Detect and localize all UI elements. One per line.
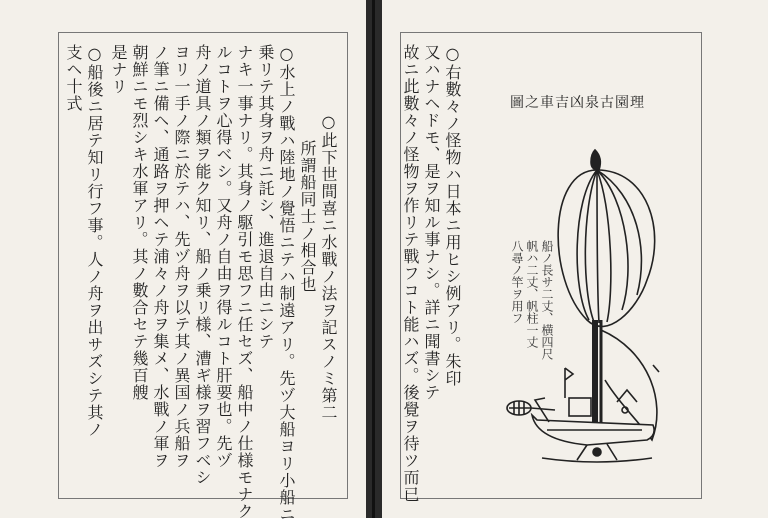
- ship-illustration: [477, 140, 697, 500]
- left-column-9: ノ筆ニ備ヘ、通路ヲ押ヘテ浦々ノ舟ヲ集メ、水戰ノ軍ヲ: [151, 44, 170, 469]
- right-column-2: 又ハナヘドモ、是ヲ知ル事ナシ。詳ニ聞書シテ: [422, 44, 441, 401]
- left-column-8: ヨリ一手ノ際ニ於テハ、先ヅ舟ヲ以テ其ノ異国ノ兵船ヲ: [172, 44, 191, 469]
- right-column-1: ○右數々ノ怪物ハ日本ニ用ヒシ例アリ。朱印: [443, 44, 462, 387]
- figure-caption-1: 船ノ長サ二丈、横四尺: [540, 240, 554, 360]
- left-column-11: 是ナリ: [109, 44, 128, 95]
- left-column-12: ○船後ニ居テ知リ行フ事。人ノ舟ヲ出サズシテ其ノ: [85, 44, 104, 438]
- left-column-7: 舟ノ道具ノ類ヲ能ク知リ、船ノ乗リ様、漕ギ様ヲ習フベシ: [193, 44, 212, 486]
- right-column-3: 故ニ此數々ノ怪物ヲ作リテ戰フコト能ハズ。後覺ヲ待ツ而已: [401, 44, 420, 503]
- left-column-4: 乗リテ其身ヲ舟ニ託シ、進退自由ニシテ: [256, 44, 275, 350]
- left-column-2: 所謂船同士ノ相合也: [298, 140, 317, 293]
- left-column-6: ルコトヲ心得ベシ。又舟ノ自由ヲ得ルコト肝要也。先ヅ: [214, 44, 233, 469]
- right-page: [382, 0, 768, 518]
- figure-caption-2: 帆ハ二丈、帆柱一丈: [525, 240, 539, 348]
- left-column-1: ○此下世間喜ニ水戰ノ法ヲ記スノミ第二: [319, 112, 338, 421]
- left-column-5: ナキ一事ナリ。其身ノ駆引モ思フニ任セズ、船中ノ仕様モナク: [235, 44, 254, 520]
- book-gutter: [366, 0, 382, 518]
- left-column-10: 朝鮮ニモ烈シキ水軍アリ。其ノ數合セテ幾百艘: [130, 44, 149, 401]
- left-column-13: 支ヘ十式: [64, 44, 83, 112]
- left-column-3: ○水上ノ戰ハ陸地ノ覺悟ニテハ制遠アリ。先ヅ大船ヨリ小船ニ: [277, 44, 296, 523]
- figure-caption-3: 八尋ノ竿ヲ用フ: [510, 240, 524, 324]
- figure-title: 圖之車吉凶泉古園理: [510, 95, 645, 111]
- left-page: [0, 0, 366, 523]
